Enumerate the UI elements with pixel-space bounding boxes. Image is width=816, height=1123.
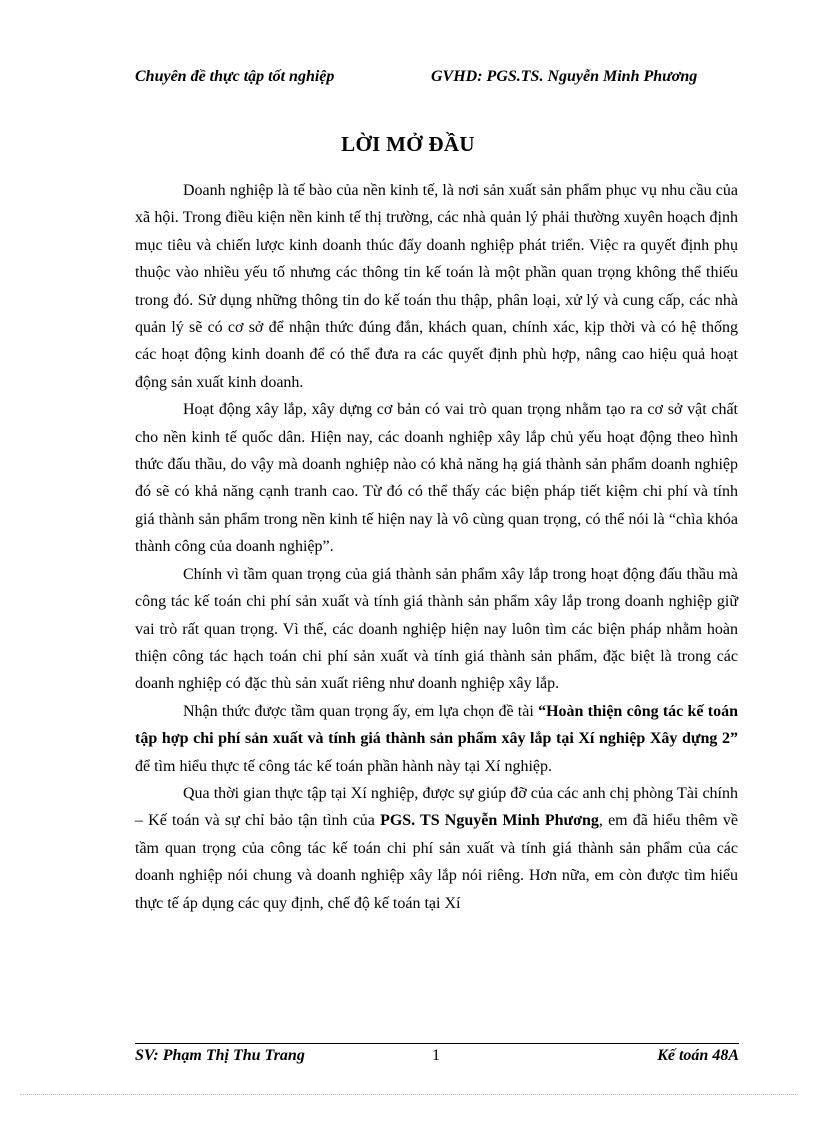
paragraph-5-outro: , em đã hiểu thêm về tầm quan trọng của công tác kế toán chi phí sản xuất và tính giá thành sản phẩm của các doanh nghiệp nói chung và doanh nghiệp xây lắp nói riêng. Hơn nữa, em còn được tìm hiểu thực tế áp dụng các quy định, chế độ kế toán tại Xí: [135, 812, 738, 912]
paragraph-5-intro: Qua thời gian thực tập tại Xí nghiệp, được sự giúp đỡ của các anh chị phòng Tài chính – Kế toán và sự chỉ bảo tận tình của: [135, 784, 738, 830]
header-supervisor: GVHD: PGS.TS. Nguyễn Minh Phương: [431, 68, 698, 85]
paragraph-4: [135, 698, 738, 780]
paragraph-3: Chính vì tầm quan trọng của giá thành sản phẩm xây lắp trong hoạt động đấu thầu mà công tác kế toán chi phí sản xuất và tính giá thành sản phẩm xây lắp trong doanh nghiệp giữ vai trò rất quan trọng. Vì thế, các doanh nghiệp hiện nay luôn tìm các biện pháp nhằm hoàn thiện công tác hạch toán chi phí sản xuất và tính giá thành sản phẩm, đặc biệt là trong các doanh nghiệp có đặc thù sản xuất riêng như doanh nghiệp xây lắp.: [135, 565, 738, 693]
paragraph-5: [135, 780, 738, 917]
header-thesis-title: Chuyên đề thực tập tốt nghiệp: [135, 68, 335, 85]
page-bottom-divider: [20, 1094, 796, 1095]
footer-divider: [135, 1043, 739, 1044]
page-footer: [135, 1047, 739, 1071]
paragraph-2: Hoạt động xây lắp, xây dựng cơ bản có vai trò quan trọng nhằm tạo ra cơ sở vật chất cho nền kinh tế quốc dân. Hiện nay, các doanh nghiệp xây lắp chủ yếu hoạt động theo hình thức đấu thầu, do vậy mà doanh nghiệp nào có khả năng hạ giá thành sản phẩm doanh nghiệp đó sẽ có khả năng cạnh tranh cao. Từ đó có thể thấy các biện pháp tiết kiệm chi phí và tính giá thành sản phẩm trong nền kinh tế hiện nay là vô cùng quan trọng, có thể nói là “chìa khóa thành công của doanh nghiệp”.: [135, 401, 738, 556]
page-header: [135, 68, 735, 92]
document-body: [135, 177, 738, 917]
paragraph-4-intro: Nhận thức được tầm quan trọng ấy, em lựa chọn đề tài: [183, 702, 539, 720]
page-title: LỜI MỞ ĐẦU: [341, 132, 475, 156]
footer-class: Kế toán 48A: [657, 1047, 739, 1064]
paragraph-1: Doanh nghiệp là tế bào của nền kinh tế, là nơi sản xuất sản phẩm phục vụ nhu cầu của xã hội. Trong điều kiện nền kinh tế thị trường, các nhà quản lý phải thường xuyên hoạch định mục tiêu và chiến lược kinh doanh thúc đẩy doanh nghiệp phát triển. Việc ra quyết định phụ thuộc vào nhiều yếu tố nhưng các thông tin kế toán là một phần quan trọng không thể thiếu trong đó. Sử dụng những thông tin do kế toán thu thập, phân loại, xử lý và cung cấp, các nhà quản lý sẽ có cơ sở để nhận thức đúng đắn, khách quan, chính xác, kịp thời và có hệ thống các hoạt động kinh doanh để có thể đưa ra các quyết định phù hợp, nâng cao hiệu quả hoạt động sản xuất kinh doanh.: [135, 182, 738, 391]
supervisor-name: PGS. TS Nguyễn Minh Phương: [380, 812, 599, 830]
thesis-topic: “Hoàn thiện công tác kế toán tập hợp chi phí sản xuất và tính giá thành sản phẩm xây lắp tại Xí nghiệp Xây dựng 2”: [135, 702, 739, 748]
paragraph-4-outro: để tìm hiểu thực tế công tác kế toán phần hành này tại Xí nghiệp.: [135, 757, 552, 775]
page-number: 1: [432, 1047, 440, 1064]
footer-student-name: SV: Phạm Thị Thu Trang: [135, 1047, 305, 1064]
